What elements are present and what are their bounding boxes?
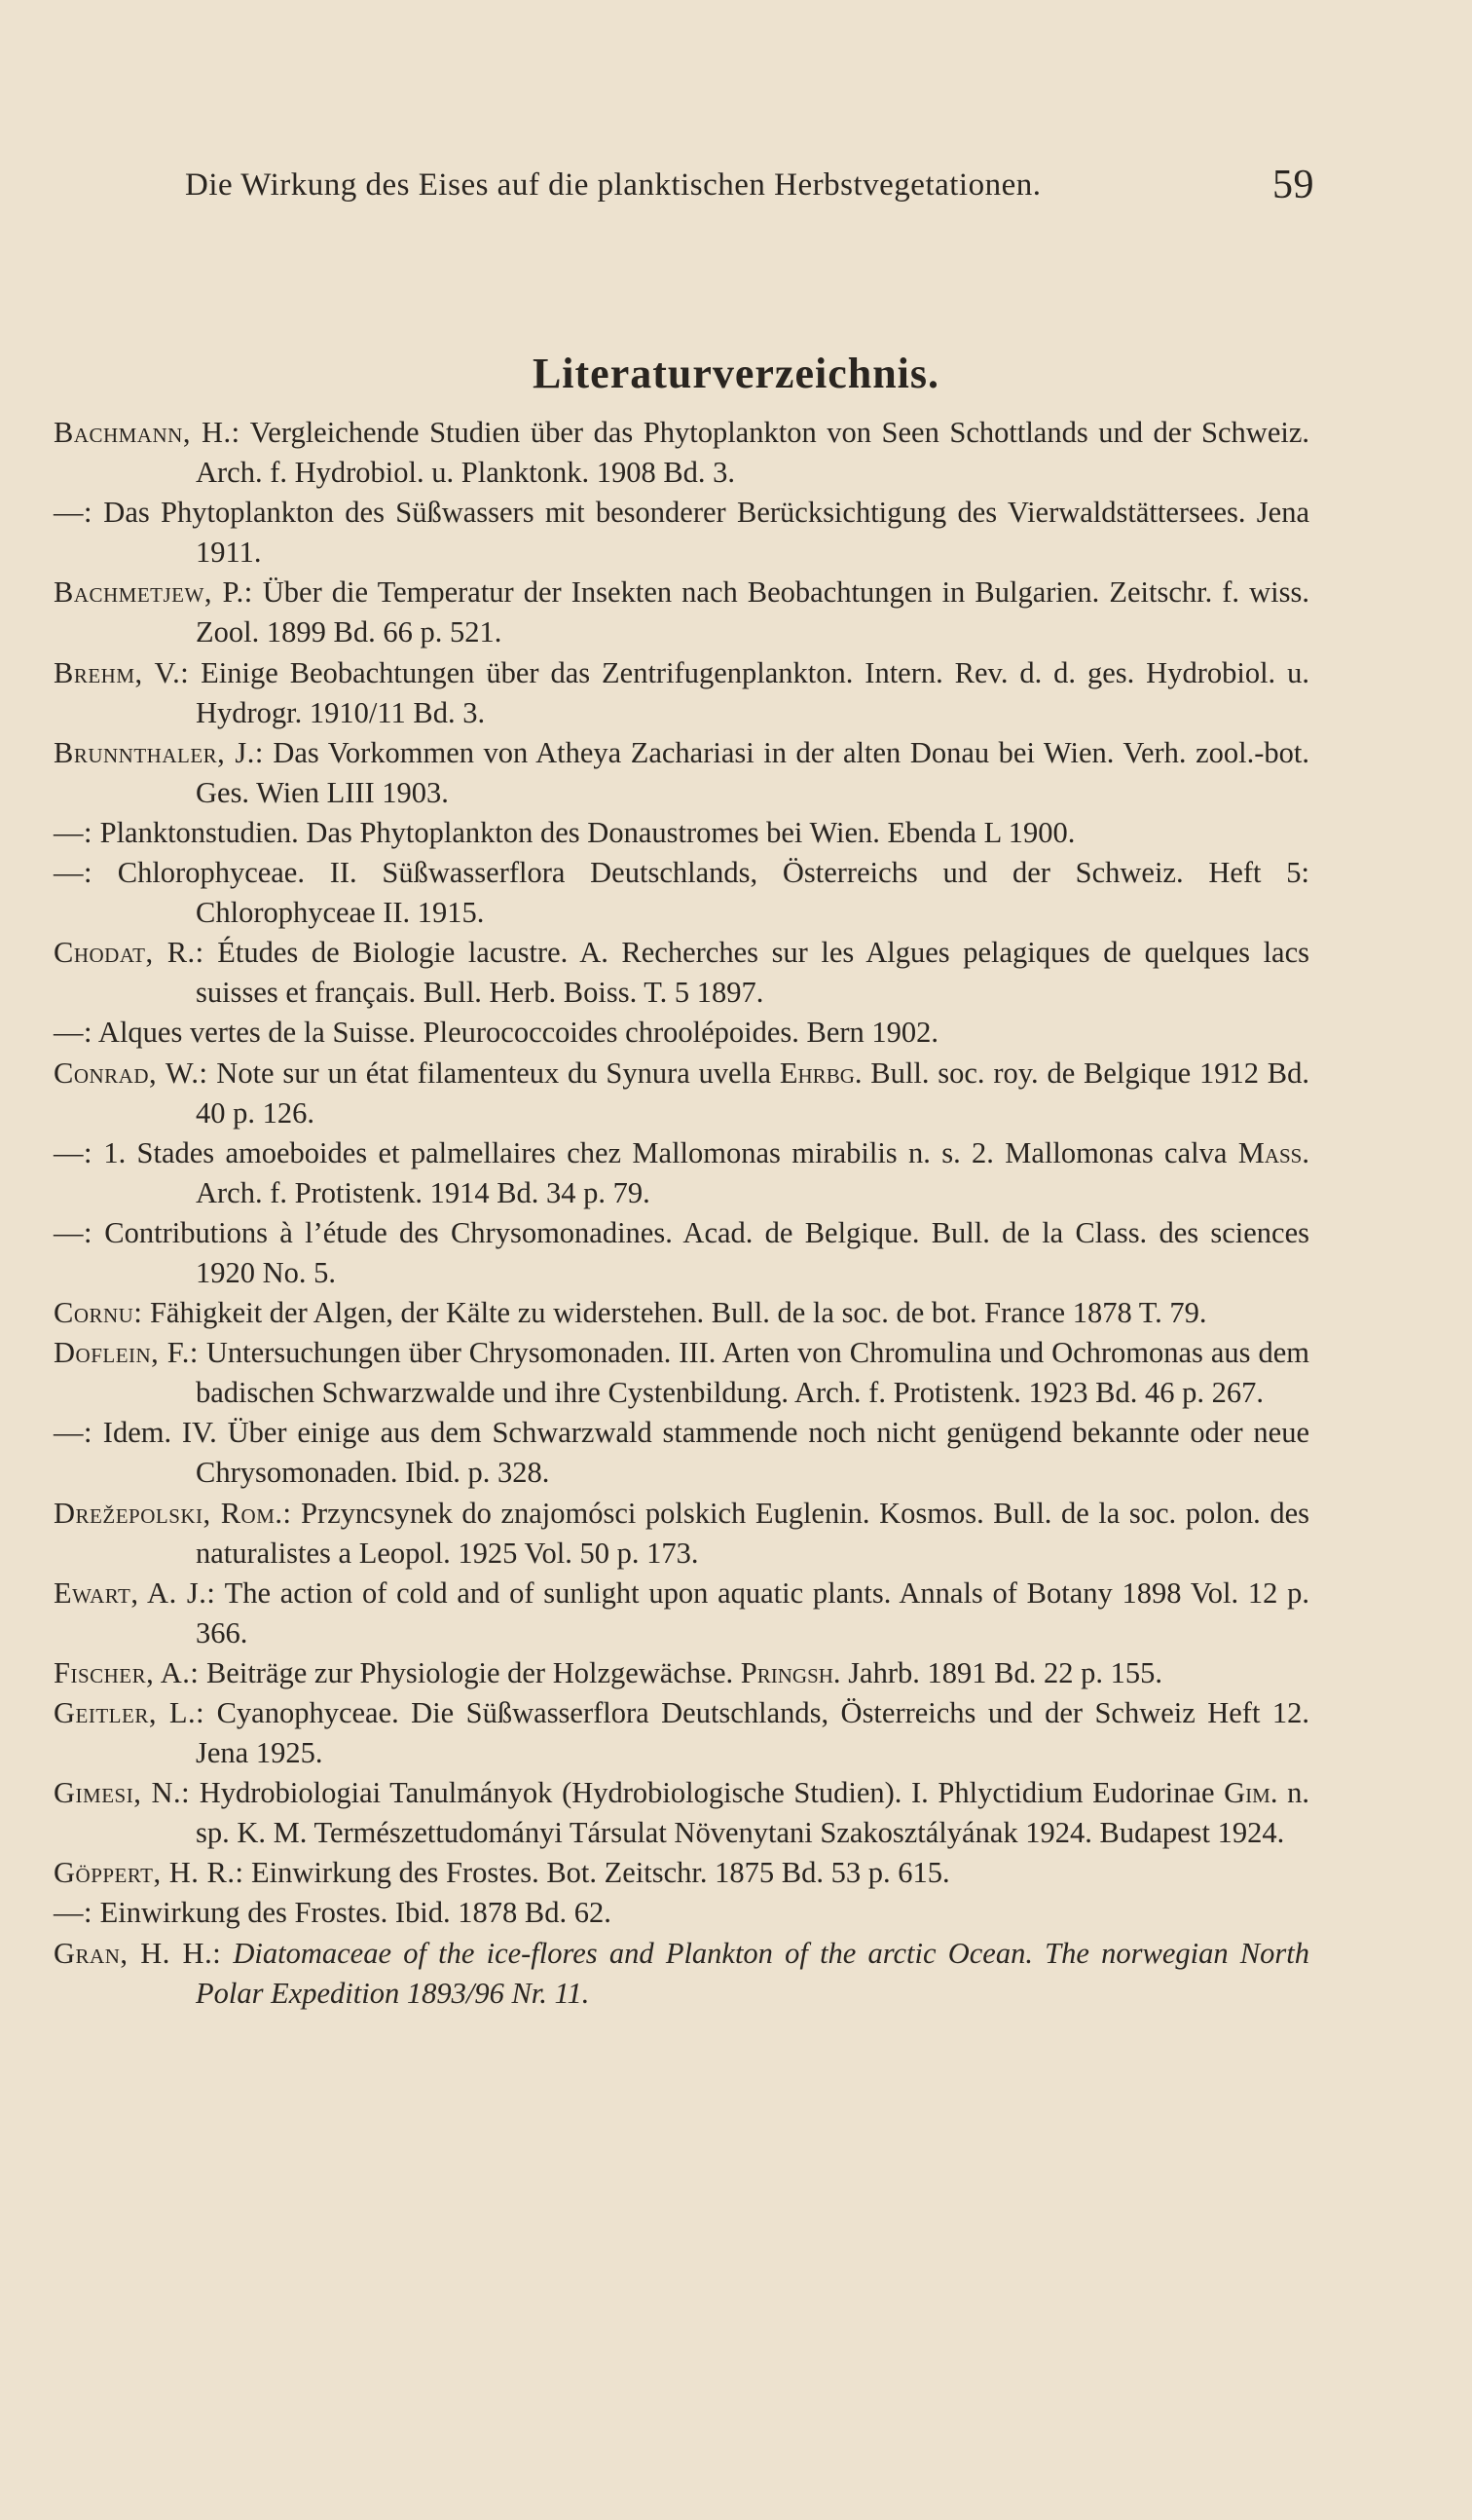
reference-text: Das Vorkommen von Atheya Zachariasi in der alten Donau bei Wien. Verh. zool.-bot. Ges. Wien LIII 1903. bbox=[196, 735, 1309, 809]
reference-abbrev: Mass. bbox=[1237, 1135, 1309, 1169]
reference-entry bbox=[54, 1693, 1309, 1773]
reference-author: —: bbox=[54, 856, 92, 890]
reference-abbrev: Ehrbg. bbox=[779, 1056, 863, 1090]
reference-author: Cornu: bbox=[54, 1296, 143, 1330]
reference-entry bbox=[54, 1574, 1309, 1653]
reference-author: Conrad, W.: bbox=[54, 1056, 208, 1090]
reference-author: Geitler, L.: bbox=[54, 1696, 205, 1729]
reference-entry bbox=[54, 1213, 1309, 1293]
reference-text-tail: Arch. f. Protistenk. 1914 Bd. 34 p. 79. bbox=[196, 1175, 650, 1209]
reference-entry bbox=[54, 1773, 1309, 1853]
reference-text: Planktonstudien. Das Phytoplankton des Donaustromes bei Wien. Ebenda L 1900. bbox=[92, 815, 1076, 849]
reference-text: Über die Temperatur der Insekten nach Beobachtungen in Bulgarien. Zeitschr. f. wiss. Zool. 1899 Bd. 66 p. 521. bbox=[196, 575, 1309, 649]
reference-author: Drežepolski, Rom.: bbox=[54, 1496, 292, 1530]
reference-author: Bachmann, H.: bbox=[54, 416, 240, 449]
reference-author: —: bbox=[54, 1896, 92, 1930]
reference-author: Doflein, F.: bbox=[54, 1336, 199, 1370]
reference-entry bbox=[54, 1853, 1309, 1893]
reference-author: —: bbox=[54, 1416, 92, 1450]
reference-entry bbox=[54, 413, 1309, 493]
reference-entry bbox=[54, 813, 1309, 853]
reference-text: Vergleichende Studien über das Phytoplankton von Seen Schottlands und der Schweiz. Arch. f. Hydrobiol. u. Planktonk. 1908 Bd. 3. bbox=[196, 416, 1309, 490]
reference-text: Contributions à l’étude des Chrysomonadines. Acad. de Belgique. Bull. de la Class. des sciences 1920 No. 5. bbox=[92, 1215, 1309, 1289]
reference-entry bbox=[54, 1653, 1309, 1693]
reference-text: Einwirkung des Frostes. Ibid. 1878 Bd. 62. bbox=[92, 1896, 611, 1930]
reference-entry bbox=[54, 1893, 1309, 1933]
reference-author: —: bbox=[54, 815, 92, 849]
reference-text: Przyncsynek do znajomósci polskich Euglenin. Kosmos. Bull. de la soc. polon. des naturalistes a Leopol. 1925 Vol. 50 p. 173. bbox=[196, 1496, 1309, 1570]
reference-text: 1. Stades amoeboides et palmellaires chez Mallomonas mirabilis n. s. 2. Mallomonas calva bbox=[92, 1135, 1238, 1169]
reference-text: Untersuchungen über Chrysomonaden. III. Arten von Chromulina und Ochromonas aus dem badischen Schwarzwalde und ihre Cystenbildung. Arch. f. Protistenk. 1923 Bd. 46 p. 267. bbox=[196, 1336, 1309, 1410]
reference-author: —: bbox=[54, 1215, 92, 1249]
reference-author: Chodat, R.: bbox=[54, 936, 204, 970]
reference-text: Beiträge zur Physiologie der Holzgewächse. bbox=[199, 1655, 741, 1689]
reference-entry bbox=[54, 853, 1309, 933]
reference-text: Chlorophyceae. II. Süßwasserflora Deutschlands, Österreichs und der Schweiz. Heft 5: Chlorophyceae II. 1915. bbox=[92, 856, 1309, 930]
reference-text: The action of cold and of sunlight upon aquatic plants. Annals of Botany 1898 Vol. 12 p. 366. bbox=[196, 1575, 1309, 1649]
reference-entry bbox=[54, 733, 1309, 813]
reference-entry bbox=[54, 933, 1309, 1013]
reference-text: Fähigkeit der Algen, der Kälte zu widerstehen. Bull. de la soc. de bot. France 1878 T. 79. bbox=[142, 1296, 1207, 1330]
reference-text: Idem. IV. Über einige aus dem Schwarzwald stammende noch nicht genügend bekannte oder neue Chrysomonaden. Ibid. p. 328. bbox=[92, 1416, 1309, 1490]
reference-entry bbox=[54, 1133, 1309, 1213]
reference-author: Brunnthaler, J.: bbox=[54, 735, 264, 769]
reference-author: Brehm, V.: bbox=[54, 655, 190, 689]
reference-entry bbox=[54, 1413, 1309, 1493]
reference-entry bbox=[54, 1333, 1309, 1413]
reference-entry bbox=[54, 653, 1309, 733]
reference-author: —: bbox=[54, 496, 92, 530]
reference-text: Einwirkung des Frostes. Bot. Zeitschr. 1875 Bd. 53 p. 615. bbox=[243, 1856, 950, 1890]
reference-entry bbox=[54, 1013, 1309, 1053]
reference-entry bbox=[54, 493, 1309, 573]
reference-author: —: bbox=[54, 1016, 92, 1050]
reference-abbrev: Pringsh. bbox=[740, 1655, 841, 1689]
reference-list bbox=[54, 413, 1309, 2014]
reference-author: Bachmetjew, P.: bbox=[54, 575, 253, 610]
reference-author: Fischer, A.: bbox=[54, 1655, 200, 1689]
reference-text-tail: Jahrb. 1891 Bd. 22 p. 155. bbox=[840, 1655, 1162, 1689]
page-number: 59 bbox=[1272, 163, 1314, 207]
reference-entry bbox=[54, 1293, 1309, 1333]
reference-author: Göppert, H. R.: bbox=[54, 1856, 244, 1890]
reference-entry bbox=[54, 1494, 1309, 1574]
running-header bbox=[185, 163, 1314, 207]
reference-entry bbox=[54, 573, 1309, 652]
reference-text-tail: Bull. soc. roy. de Belgique 1912 Bd. 40 p. 126. bbox=[196, 1056, 1309, 1130]
reference-text: Das Phytoplankton des Süßwassers mit besonderer Berücksichtigung des Vierwaldstättersees. Jena 1911. bbox=[92, 496, 1309, 570]
reference-author: Ewart, A. J.: bbox=[54, 1575, 216, 1610]
reference-author: —: bbox=[54, 1135, 92, 1169]
reference-text: Note sur un état filamenteux du Synura uvella bbox=[207, 1056, 780, 1090]
reference-entry bbox=[54, 1054, 1309, 1133]
reference-text: Einige Beobachtungen über das Zentrifugenplankton. Intern. Rev. d. d. ges. Hydrobiol. u. Hydrogr. 1910/11 Bd. 3. bbox=[189, 655, 1309, 729]
reference-author: Gimesi, N.: bbox=[54, 1776, 191, 1810]
running-title: Die Wirkung des Eises auf die planktischen Herbstvegetationen. bbox=[185, 167, 1042, 203]
reference-abbrev: Gim. bbox=[1224, 1776, 1278, 1810]
section-title: Literaturverzeichnis. bbox=[532, 350, 940, 397]
reference-text-tail: n. sp. K. M. Természettudományi Társulat Növenytani Szakosztályának 1924. Budapest 1924. bbox=[196, 1776, 1309, 1850]
reference-text: Cyanophyceae. Die Süßwasserflora Deutschlands, Österreichs und der Schweiz Heft 12. Jena 1925. bbox=[196, 1696, 1309, 1770]
reference-text: Hydrobiologiai Tanulmányok (Hydrobiologische Studien). I. Phlyctidium Eudorinae bbox=[190, 1776, 1225, 1810]
reference-entry bbox=[54, 1934, 1309, 2014]
reference-author: Gran, H. H.: bbox=[54, 1936, 222, 1970]
reference-text: Alques vertes de la Suisse. Pleurococcoides chroolépoides. Bern 1902. bbox=[92, 1016, 939, 1050]
reference-text: Études de Biologie lacustre. A. Recherches sur les Algues pelagiques de quelques lacs suisses et français. Bull. Herb. Boiss. T. 5 1897. bbox=[196, 936, 1309, 1010]
reference-text: Diatomaceae of the ice-flores and Plankton of the arctic Ocean. The norwegian North Polar Expedition 1893/96 Nr. 11. bbox=[196, 1936, 1309, 2010]
